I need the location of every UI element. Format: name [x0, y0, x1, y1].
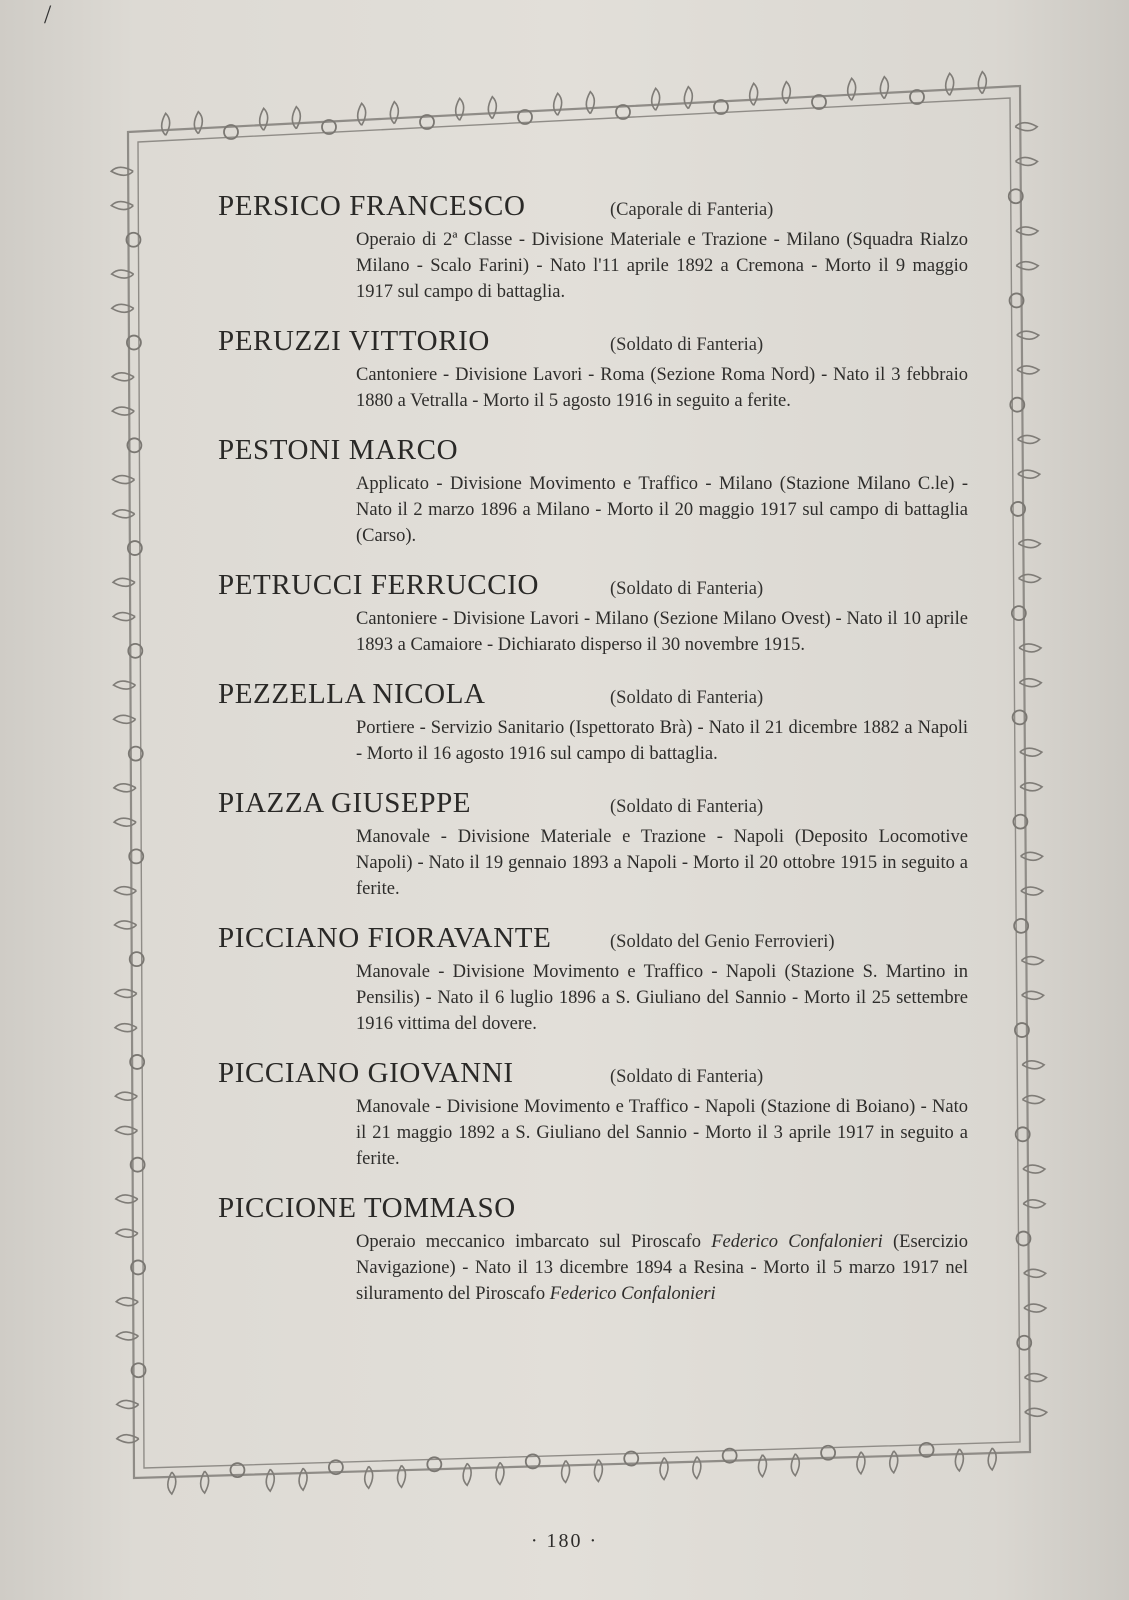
laurel-leaf [116, 1195, 138, 1203]
entry-description: Manovale - Divisione Materiale e Trazione - Napoli (Deposito Locomotive Napoli) - Nato il 19 gennaio 1893 a Napoli - Morto il 20 ottobre 1915 in seguito a ferite. [356, 827, 968, 899]
entry-description: Operaio di 2ª Classe - Divisione Materiale e Trazione - Milano (Squadra Rialzo Milano - Scalo Farini) - Nato l'11 aprile 1892 a Cremona - Morto il 9 maggio 1917 sul campo di battaglia. [356, 230, 968, 302]
laurel-leaf [1022, 1061, 1044, 1069]
entry-description: Cantoniere - Divisione Lavori - Milano (Sezione Milano Ovest) - Nato il 10 aprile 1893 a Camaiore - Dichiarato disperso il 30 novembre 1915. [356, 609, 968, 655]
entry-name: PICCIONE TOMMASO [218, 1192, 516, 1224]
entry [218, 787, 968, 902]
entry-header [218, 569, 968, 602]
entry-name: PIAZZA GIUSEPPE [218, 787, 472, 819]
laurel-leaf [201, 1471, 209, 1493]
laurel-leaf [880, 77, 888, 99]
laurel-leaf [1023, 1165, 1045, 1173]
entry-header [218, 325, 968, 358]
laurel-leaf [266, 1469, 274, 1491]
laurel-leaf [111, 202, 133, 210]
laurel-leaf [113, 476, 135, 484]
entry-header [218, 1057, 968, 1090]
entry-description: Portiere - Servizio Sanitario (Ispettorato Brà) - Nato il 21 dicembre 1882 a Napoli - Morto il 16 agosto 1916 sul campo di battaglia. [356, 718, 968, 764]
entry-rank: (Soldato di Fanteria) [610, 579, 764, 599]
laurel-leaf [1024, 1374, 1046, 1382]
laurel-leaf [168, 1472, 176, 1494]
laurel-leaf [112, 270, 134, 278]
laurel-leaf [1017, 366, 1039, 374]
laurel-leaf [117, 1400, 139, 1408]
entry-rank: (Caporale di Fanteria) [610, 200, 774, 220]
laurel-leaf [1018, 435, 1040, 443]
entry-rank: (Soldato di Fanteria) [610, 797, 764, 817]
laurel-leaf [112, 373, 134, 381]
entry-name: PERUZZI VITTORIO [218, 325, 490, 357]
entry [218, 1057, 968, 1172]
entry-header [218, 190, 968, 223]
entry-description: Cantoniere - Divisione Lavori - Roma (Sezione Roma Nord) - Nato il 3 febbraio 1880 a Vetralla - Morto il 5 agosto 1916 in seguito a ferite. [356, 365, 968, 411]
laurel-leaf [857, 1452, 865, 1474]
entry-name: PETRUCCI FERRUCCIO [218, 569, 539, 601]
laurel-leaf [116, 1229, 138, 1237]
laurel-leaf [988, 1448, 996, 1470]
laurel-leaf [116, 1298, 138, 1306]
entry-name: PICCIANO FIORAVANTE [218, 922, 552, 954]
laurel-leaf [1021, 887, 1043, 895]
laurel-leaf [684, 87, 692, 109]
laurel-leaf [1020, 783, 1042, 791]
laurel-leaf [115, 989, 137, 997]
laurel-leaf [594, 1460, 602, 1482]
entry-description: Manovale - Divisione Movimento e Traffico - Napoli (Stazione S. Martino in Pensilis) - Nato il 6 luglio 1896 a S. Giuliano del Sannio - Morto il 25 settembre 1916 vittima del dovere. [356, 962, 968, 1034]
laurel-leaf [112, 304, 134, 312]
page-number: · 180 · [530, 1530, 599, 1552]
entry [218, 434, 968, 549]
laurel-leaf [750, 83, 758, 105]
entry-rank: (Soldato di Fanteria) [610, 1067, 764, 1087]
laurel-leaf [112, 407, 134, 415]
entry-rank: (Soldato di Fanteria) [610, 335, 764, 355]
laurel-leaf [114, 818, 136, 826]
corner-mark: / [44, 0, 52, 29]
laurel-leaf [652, 88, 660, 110]
laurel-leaf [1016, 262, 1038, 270]
laurel-leaf [1019, 679, 1041, 687]
laurel-leaf [115, 1092, 137, 1100]
ship-name: Federico Confalonieri [711, 1232, 883, 1252]
laurel-leaf [115, 1024, 137, 1032]
entry-description: Manovale - Divisione Movimento e Traffico - Napoli (Stazione di Boiano) - Nato il 21 maggio 1892 a S. Giuliano del Sannio - Morto il 3 aprile 1917 in seguito a ferite. [356, 1097, 968, 1169]
entry-description: Applicato - Divisione Movimento e Traffico - Milano (Stazione Milano C.le) - Nato il 2 marzo 1896 a Milano - Morto il 20 maggio 1917 sul campo di battaglia (Carso). [356, 474, 968, 546]
laurel-leaf [586, 92, 594, 114]
laurel-leaf [114, 784, 136, 792]
laurel-leaf [115, 1126, 137, 1134]
laurel-leaf [115, 921, 137, 929]
laurel-leaf [1025, 1408, 1047, 1416]
entry [218, 190, 968, 305]
laurel-leaf [113, 613, 135, 621]
laurel-leaf [1021, 852, 1043, 860]
laurel-leaf [1024, 1269, 1046, 1277]
laurel-leaf [848, 78, 856, 100]
laurel-leaf [116, 1332, 138, 1340]
entry-header [218, 922, 968, 955]
laurel-leaf [1024, 1304, 1046, 1312]
entries-list [218, 190, 968, 1327]
entry-header [218, 434, 968, 467]
laurel-leaf [365, 1466, 373, 1488]
laurel-leaf [111, 167, 133, 175]
laurel-leaf [1019, 644, 1041, 652]
laurel-leaf [390, 102, 398, 124]
laurel-leaf [554, 93, 562, 115]
laurel-leaf [117, 1435, 139, 1443]
laurel-leaf [113, 510, 135, 518]
entry-header [218, 1192, 968, 1225]
laurel-leaf [562, 1460, 570, 1482]
ship-name: Federico Confalonieri [549, 1284, 716, 1304]
laurel-leaf [398, 1465, 406, 1487]
entry-description-text: (Esercizio Navigazione) - Nato il 13 dicembre 1894 a Resina - Morto il 5 marzo 1917 nel siluramento del Piroscafo [356, 1232, 968, 1304]
laurel-leaf [1020, 748, 1042, 756]
entry-name: PICCIANO GIOVANNI [218, 1057, 514, 1089]
entry-rank: (Soldato di Fanteria) [610, 688, 764, 708]
laurel-leaf [1019, 574, 1041, 582]
laurel-leaf [693, 1457, 701, 1479]
laurel-leaf [1015, 123, 1037, 131]
entry-name: PESTONI MARCO [218, 434, 459, 466]
entry-description-text: Operaio meccanico imbarcato sul Piroscafo [356, 1232, 712, 1252]
entry-header [218, 678, 968, 711]
entry [218, 678, 968, 767]
laurel-leaf [978, 72, 986, 94]
laurel-leaf [113, 681, 135, 689]
laurel-leaf [292, 107, 300, 129]
laurel-leaf [113, 578, 135, 586]
laurel-leaf [1021, 957, 1043, 965]
laurel-leaf [758, 1455, 766, 1477]
laurel-leaf [194, 112, 202, 134]
entry-rank: (Soldato del Genio Ferrovieri) [610, 932, 835, 952]
entry-name: PERSICO FRANCESCO [218, 190, 526, 222]
entry-description [356, 1229, 968, 1307]
laurel-leaf [1018, 470, 1040, 478]
entry-name: PEZZELLA NICOLA [218, 678, 486, 710]
laurel-leaf [463, 1463, 471, 1485]
laurel-leaf [114, 887, 136, 895]
entry [218, 1192, 968, 1307]
laurel-leaf [1016, 157, 1038, 165]
laurel-leaf [114, 715, 136, 723]
entry [218, 569, 968, 658]
laurel-leaf [299, 1468, 307, 1490]
laurel-leaf [791, 1454, 799, 1476]
entry [218, 922, 968, 1037]
laurel-leaf [955, 1449, 963, 1471]
laurel-leaf [660, 1458, 668, 1480]
laurel-leaf [890, 1451, 898, 1473]
entry [218, 325, 968, 414]
laurel-leaf [488, 97, 496, 119]
laurel-leaf [358, 103, 366, 125]
laurel-leaf [456, 98, 464, 120]
laurel-leaf [162, 113, 170, 135]
laurel-leaf [1023, 1200, 1045, 1208]
laurel-leaf [496, 1462, 504, 1484]
laurel-leaf [1016, 227, 1038, 235]
laurel-leaf [260, 108, 268, 130]
laurel-leaf [1018, 540, 1040, 548]
laurel-leaf [1022, 1096, 1044, 1104]
laurel-leaf [782, 82, 790, 104]
entry-header [218, 787, 968, 820]
laurel-leaf [946, 73, 954, 95]
laurel-leaf [1017, 331, 1039, 339]
laurel-leaf [1022, 991, 1044, 999]
